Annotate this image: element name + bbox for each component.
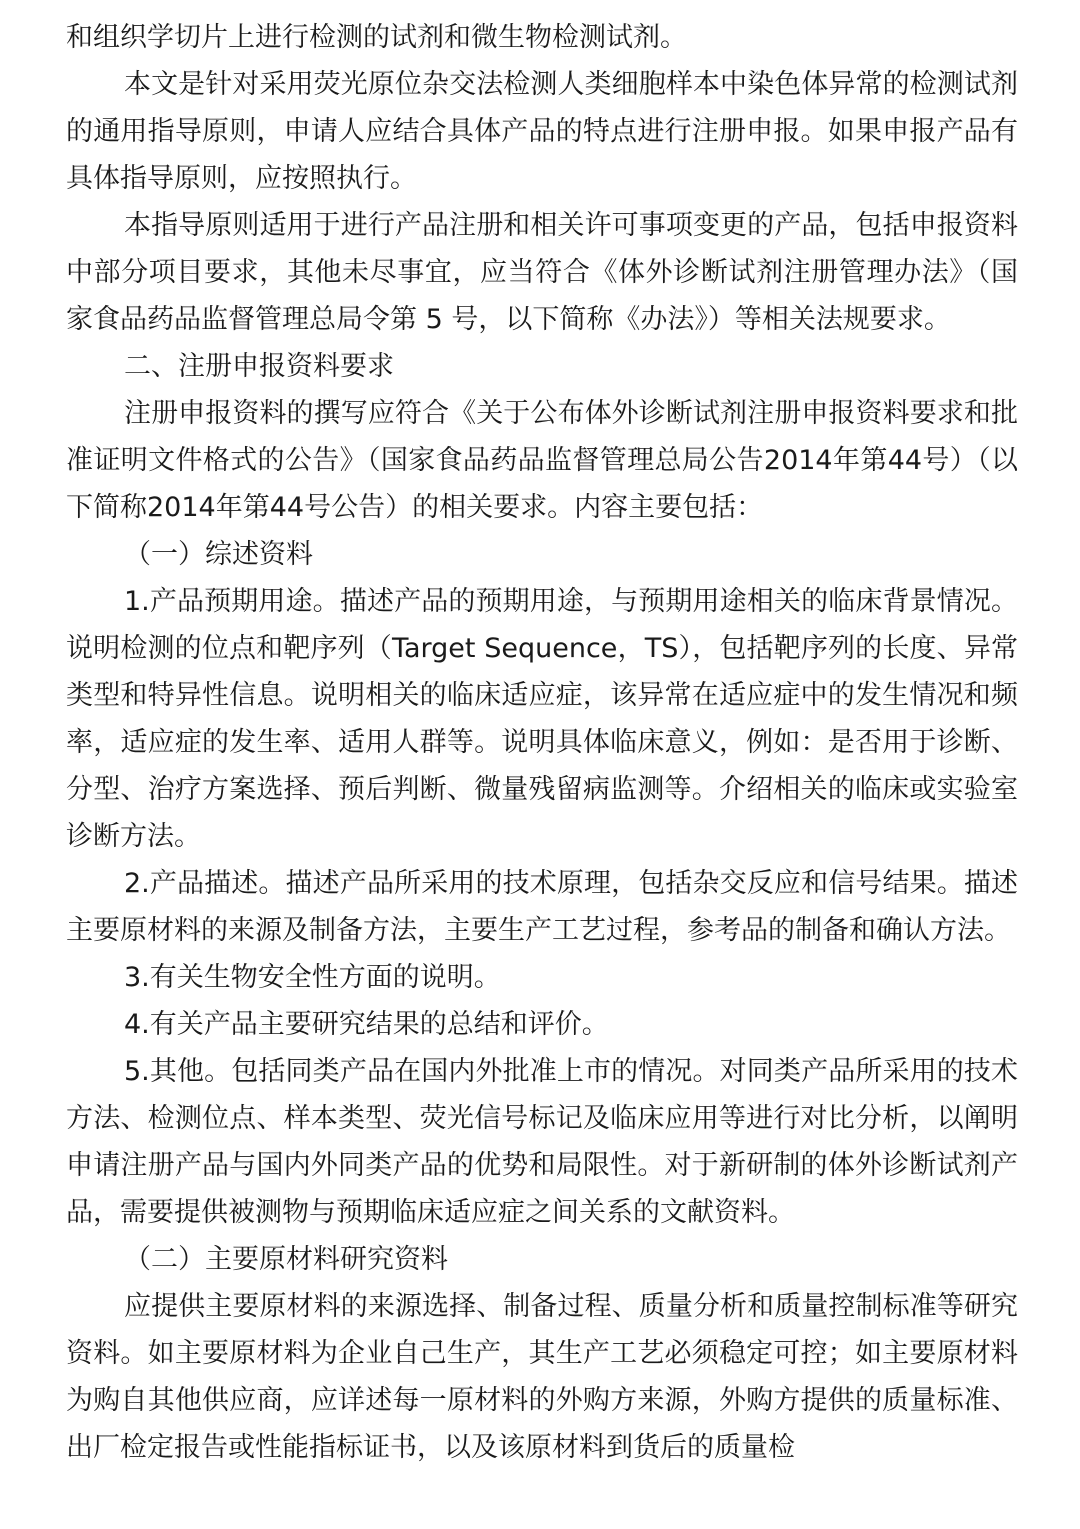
paragraph-raw-materials: 应提供主要原材料的来源选择、制备过程、质量分析和质量控制标准等研究资料。如主要原材料为企业自己生产，其生产工艺必须稳定可控；如主要原材料为购自其他供应商，应详述每一原材料的外购方来源，外购方提供的质量标准、出厂检定报告或性能指标证书，以及该原材料到货后的质量检 xyxy=(66,1291,1018,1463)
paragraph-continuation: 和组织学切片上进行检测的试剂和微生物检测试剂。 xyxy=(66,22,687,53)
paragraph-product-description: 2.产品描述。描述产品所采用的技术原理，包括杂交反应和信号结果。描述主要原材料的来源及制备方法，主要生产工艺过程，参考品的制备和确认方法。 xyxy=(66,868,1018,946)
paragraph-research-summary: 4.有关产品主要研究结果的总结和评价。 xyxy=(124,1009,609,1040)
subsection-heading-raw-materials: （二）主要原材料研究资料 xyxy=(124,1244,448,1275)
subsection-heading-overview: （一）综述资料 xyxy=(124,539,313,570)
paragraph-applicability: 本指导原则适用于进行产品注册和相关许可事项变更的产品，包括申报资料中部分项目要求，其他未尽事宜，应当符合《体外诊断试剂注册管理办法》（国家食品药品监督管理总局令第 5 号，以下简称《办法》）等相关法规要求。 xyxy=(66,210,1018,335)
section-heading-registration-requirements: 二、注册申报资料要求 xyxy=(124,351,394,382)
paragraph-scope-fish: 本文是针对采用荧光原位杂交法检测人类细胞样本中染色体异常的检测试剂的通用指导原则，申请人应结合具体产品的特点进行注册申报。如果申报产品有具体指导原则，应按照执行。 xyxy=(66,69,1018,194)
paragraph-others: 5.其他。包括同类产品在国内外批准上市的情况。对同类产品所采用的技术方法、检测位点、样本类型、荧光信号标记及临床应用等进行对比分析，以阐明申请注册产品与国内外同类产品的优势和局限性。对于新研制的体外诊断试剂产品，需要提供被测物与预期临床适应症之间关系的文献资料。 xyxy=(66,1056,1018,1228)
paragraph-biosafety: 3.有关生物安全性方面的说明。 xyxy=(124,962,501,993)
paragraph-registration-content: 注册申报资料的撰写应符合《关于公布体外诊断试剂注册申报资料要求和批准证明文件格式的公告》（国家食品药品监督管理总局公告2014年第44号）（以下简称2014年第44号公告）的相关要求。内容主要包括： xyxy=(66,398,1018,523)
paragraph-intended-use: 1.产品预期用途。描述产品的预期用途，与预期用途相关的临床背景情况。说明检测的位点和靶序列（Target Sequence，TS），包括靶序列的长度、异常类型和特异性信息。说明相关的临床适应症，该异常在适应症中的发生情况和频率，适应症的发生率、适用人群等。说明具体临床意义，例如：是否用于诊断、分型、治疗方案选择、预后判断、微量残留病监测等。介绍相关的临床或实验室诊断方法。 xyxy=(66,586,1018,852)
